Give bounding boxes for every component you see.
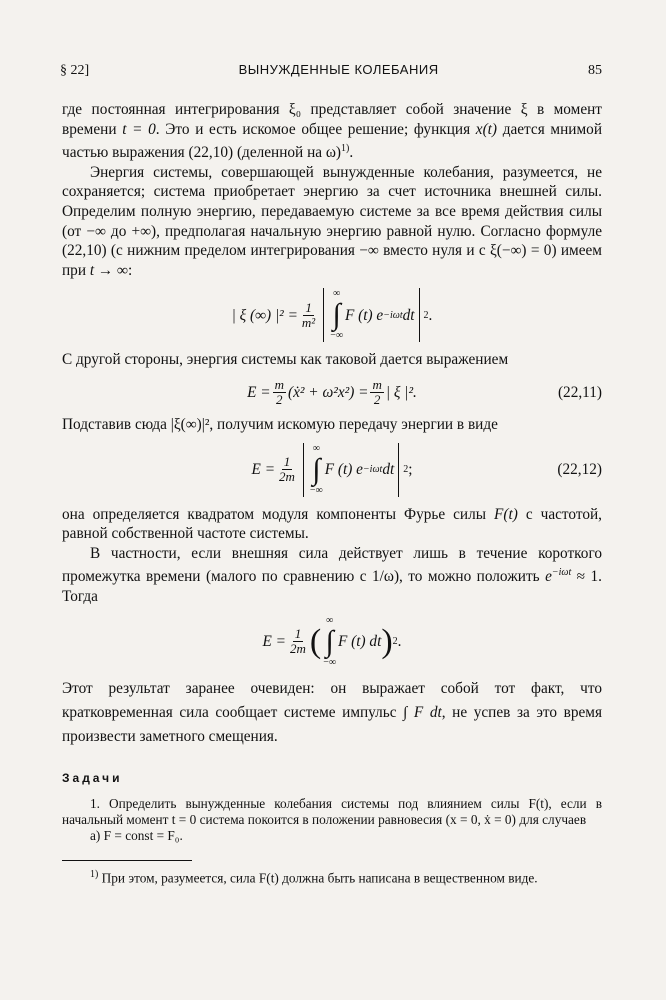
footnote-divider [62, 860, 192, 861]
footnote: $^{1)}$ При этом, разумеется, сила F(t) должна быть написана в вещественном виде. [90, 869, 538, 886]
equation-22-11: E = $\frac{m}{2}$ (ẋ² + ω²x²) = $\frac{m}{2}$ | ξ |². (22,11) [247, 377, 602, 408]
task-1: 1. Определить вынужденные колебания системы под влиянием силы F(t), если в начальный момент t = 0 система покоится в положении равновесия (x = 0, ẋ = 0) для случаев [62, 796, 602, 828]
paragraph-6: В частности, если внешняя сила действует лишь в течение короткого промежутка времени (малого по сравнению с 1/ω), то можно положить $e^{-i\omega t} \approx 1$. Тогда [62, 544, 602, 606]
integral-sign: ∞ ∫ −∞ [309, 442, 323, 496]
paragraph-3: С другой стороны, энергия системы как таковой дается выражением [62, 351, 509, 369]
tasks-heading: Задачи [62, 770, 123, 785]
footnote-ref: 1) [341, 143, 350, 155]
page-number: 85 [588, 63, 602, 78]
paragraph-1: где постоянная интегрирования ξ₀ представляет собой значение ξ в момент времени t = 0. Это и есть искомое общее решение; функция x(t) дается мнимой частью выражения (22,10) (деленной на ω)$^{1)}$. [62, 101, 602, 162]
integral-sign: ∞ ∫ −∞ [323, 614, 336, 668]
equation-number: (22,11) [557, 383, 602, 401]
equation-short-impulse: E = $\frac{1}{2m}$ ( ∞ ∫ −∞ F (t) dt ) 2 . [262, 614, 402, 668]
integral-sign: ∞ ∫ −∞ [330, 288, 343, 342]
task-1a: а) F = const = F₀. [90, 828, 183, 844]
page-body [62, 100, 602, 887]
equation-energy-transfer-abs: | ξ (∞) |² = $\frac{1}{\text{m²}}$ ∞ ∫ −∞ F (t) e −iωt dt 2 . [231, 288, 433, 342]
fraction: $\frac{1}{\text{m²}}$ [301, 299, 316, 330]
chapter-title: ВЫНУЖДЕННЫЕ КОЛЕБАНИЯ [238, 62, 439, 77]
paragraph-5: она определяется квадратом модуля компоненты Фурье силы F(t) с частотой, равной собственной частоте системы. [62, 505, 602, 543]
paragraph-7: Этот результат заранее очевиден: он выражает собой тот факт, что кратковременная сила сообщает системе импульс ∫ F dt, не успев за это время произвести заметного смещения. [62, 679, 603, 745]
section-number: § 22] [60, 63, 90, 78]
paragraph-4: Подставив сюда |ξ(∞)|², получим искомую передачу энергии в виде [62, 416, 498, 434]
equation-22-12: E = $\frac{1}{2m}$ ∞ ∫ −∞ F (t) e −iωt dt 2 ; (22,12) [251, 442, 602, 496]
running-header [60, 62, 602, 79]
paragraph-2: Энергия системы, совершающей вынужденные колебания, разумеется, не сохраняется; система приобретает энергию за счет источника внешней силы. Определим полную энергию, передаваемую системе за все время действия силы (от −∞ до +∞), предполагая начальную энергию равной нулю. Согласно формуле (22,10) (с нижним пределом интегрирования −∞ вместо нуля и с ξ(−∞) = 0) имеем при t → ∞: [62, 163, 602, 279]
equation-number: (22,12) [557, 460, 602, 478]
